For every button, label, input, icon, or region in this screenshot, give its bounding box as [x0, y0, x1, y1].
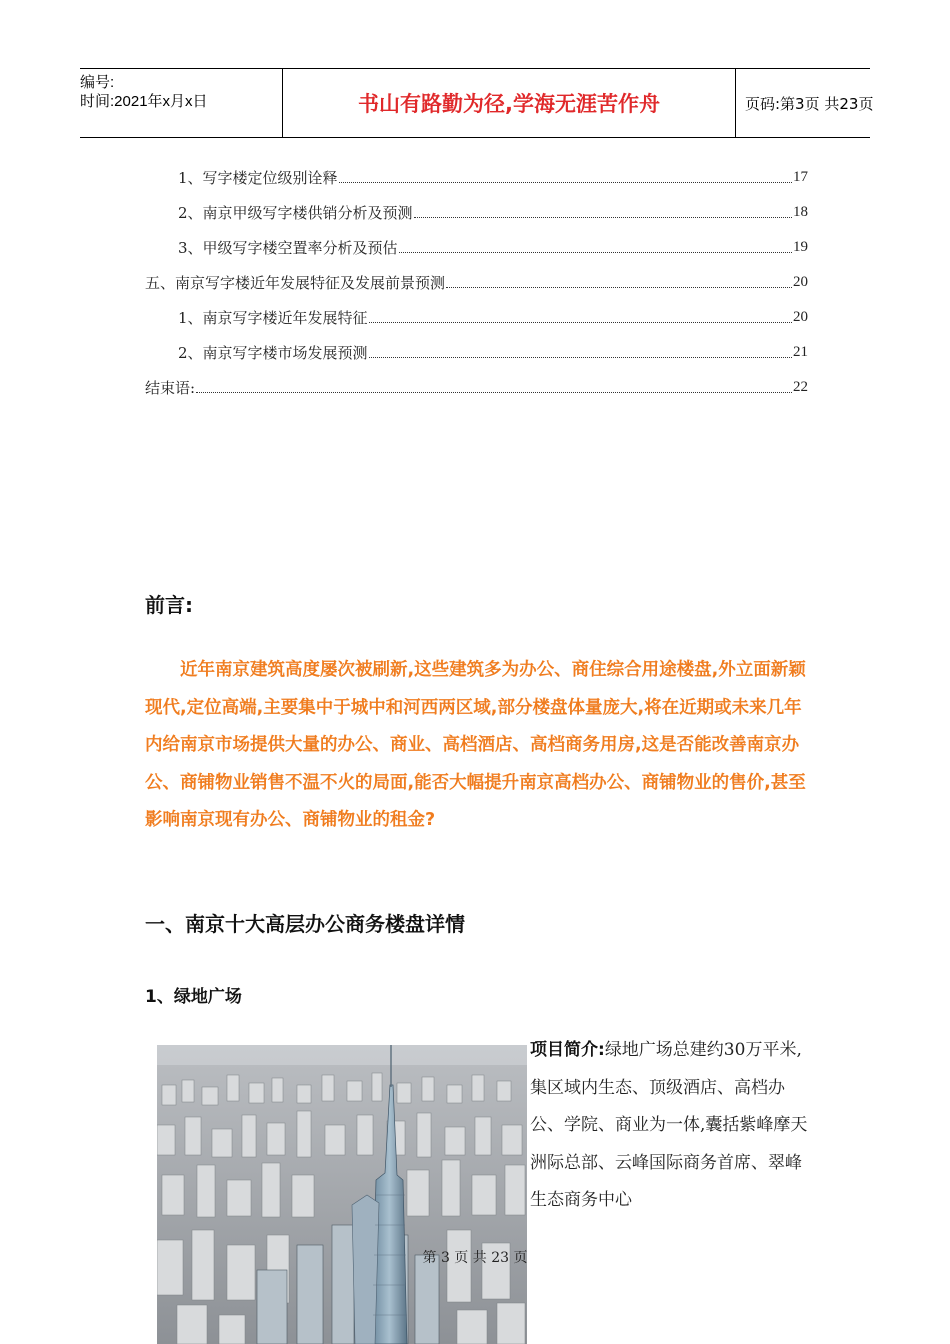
toc-entry-page: 20 — [793, 309, 808, 325]
toc-leader-dots — [196, 382, 792, 393]
date-label: 时间:2021年x月x日 — [80, 93, 208, 110]
header-left-cell — [80, 69, 282, 141]
toc-entry-page: 21 — [793, 344, 808, 360]
greenland-plaza-photo — [157, 1045, 527, 1344]
toc-leader-dots — [399, 242, 792, 253]
project-intro-text: 绿地广场总建约30万平米,集区域内生态、顶级酒店、高档办公、学院、商业为一体,囊括紫峰摩天洲际总部、云峰国际商务首席、翠峰生态商务中心 — [530, 1040, 808, 1210]
toc-entry-page: 18 — [793, 204, 808, 220]
number-label: 编号: — [80, 74, 115, 91]
toc-entry[interactable] — [145, 370, 808, 405]
toc-entry[interactable] — [145, 160, 808, 195]
table-of-contents — [145, 160, 808, 405]
toc-entry-title: 五、南京写字楼近年发展特征及发展前景预测 — [145, 274, 446, 292]
preface-title: 前言: — [145, 593, 193, 617]
header-motto: 书山有路勤为径,学海无涯苦作舟 — [282, 69, 736, 137]
toc-entry-page: 20 — [793, 274, 808, 290]
page-header — [80, 68, 874, 138]
toc-entry-page: 22 — [793, 379, 808, 395]
toc-leader-dots — [369, 347, 792, 358]
toc-entry-title: 2、南京甲级写字楼供销分析及预测 — [178, 204, 413, 222]
project-intro — [530, 1032, 815, 1220]
toc-entry-title: 1、南京写字楼近年发展特征 — [178, 309, 368, 327]
toc-entry[interactable] — [145, 335, 808, 370]
toc-entry-title: 3、甲级写字楼空置率分析及预估 — [178, 239, 398, 257]
toc-entry[interactable] — [145, 230, 808, 265]
toc-entry-page: 19 — [793, 239, 808, 255]
project-intro-label: 项目简介: — [530, 1040, 605, 1060]
toc-entry[interactable] — [145, 195, 808, 230]
toc-entry-title: 1、写字楼定位级别诠释 — [178, 169, 338, 187]
toc-entry-title: 结束语: — [145, 379, 196, 397]
section-heading: 一、南京十大高层办公商务楼盘详情 — [145, 912, 465, 936]
toc-entry-title: 2、南京写字楼市场发展预测 — [178, 344, 368, 362]
page-footer: 第 3 页 共 23 页 — [422, 1250, 528, 1266]
subsection-heading: 1、绿地广场 — [145, 987, 242, 1007]
toc-entry-page: 17 — [793, 169, 808, 185]
header-page-info: 页码:第3页 共23页 — [745, 94, 874, 113]
toc-leader-dots — [369, 312, 792, 323]
toc-leader-dots — [339, 172, 792, 183]
toc-leader-dots — [446, 277, 792, 288]
toc-entry[interactable] — [145, 300, 808, 335]
preface-body: 近年南京建筑高度屡次被刷新,这些建筑多为办公、商住综合用途楼盘,外立面新颖现代,定位高端,主要集中于城中和河西两区域,部分楼盘体量庞大,将在近期或未来几年内给南京市场提供大量的办公、商业、高档酒店、高档商务用房,这是否能改善南京办公、商铺物业销售不温不火的局面,能否大幅提升南京高档办公、商铺物业的售价,甚至影响南京现有办公、商铺物业的租金? — [145, 660, 806, 830]
toc-leader-dots — [414, 207, 792, 218]
toc-entry[interactable] — [145, 265, 808, 300]
